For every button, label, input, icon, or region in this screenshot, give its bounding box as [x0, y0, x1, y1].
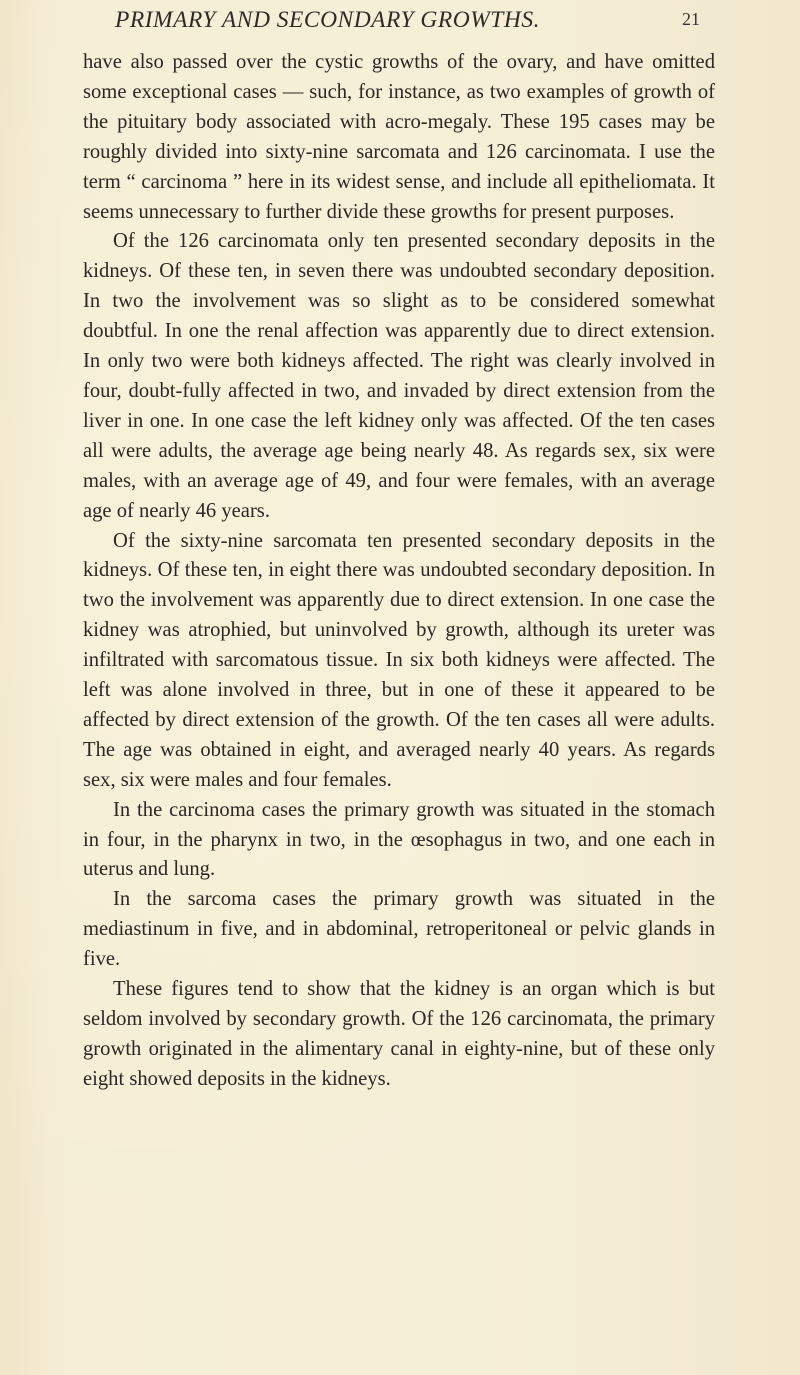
paragraph-sarcoma-sites: In the sarcoma cases the primary growth was situated in the mediastinum in five, and in abdominal, retroperitoneal or pelvic glands in five.	[83, 888, 715, 971]
paragraph-continuation: have also passed over the cystic growths of the ovary, and have omitted some exceptional cases — such, for instance, as two examples of growth of the pituitary body associated with acro-megaly. These 195 cases may be roughly divided into sixty-nine sarcomata and 126 carcinomata. I use the term “ carcinoma ” here in its widest sense, and include all epitheliomata. It seems unnecessary to further divide these growths for present purposes.	[83, 51, 715, 223]
paragraph-carcinoma-sites: In the carcinoma cases the primary growth was situated in the stomach in four, in the pharynx in two, in the œsophagus in two, and one each in uterus and lung.	[83, 798, 715, 881]
body-text	[83, 48, 715, 1095]
running-head	[0, 0, 800, 44]
paragraph-conclusion: These figures tend to show that the kidney is an organ which is but seldom involved by secondary growth. Of the 126 carcinomata, the primary growth originated in the alimentary canal in eighty-nine, but of these only eight showed deposits in the kidneys.	[83, 978, 715, 1090]
paragraph-sarcomata: Of the sixty-nine sarcomata ten presented secondary deposits in the kidneys. Of these ten, in eight there was undoubted secondary deposition. In two the involvement was apparently due to direct extension. In one case the kidney was atrophied, but uninvolved by growth, although its ureter was infiltrated with sarcomatous tissue. In six both kidneys were affected. The left was alone involved in three, but in one of these it appeared to be affected by direct extension of the growth. Of the ten cases all were adults. The age was obtained in eight, and averaged nearly 40 years. As regards sex, six were males and four females.	[83, 529, 715, 791]
paragraph-carcinomata: Of the 126 carcinomata only ten presented secondary deposits in the kidneys. Of these ten, in seven there was undoubted secondary deposition. In two the involvement was so slight as to be considered somewhat doubtful. In one the renal affection was apparently due to direct extension. In only two were both kidneys affected. The right was clearly involved in four, doubt-fully affected in two, and invaded by direct extension from the liver in one. In one case the left kidney only was affected. Of the ten cases all were adults, the average age being nearly 48. As regards sex, six were males, with an average age of 49, and four were females, with an average age of nearly 46 years.	[83, 230, 715, 522]
page-number: 21	[682, 9, 700, 29]
running-title: PRIMARY AND SECONDARY GROWTHS.	[115, 7, 540, 33]
